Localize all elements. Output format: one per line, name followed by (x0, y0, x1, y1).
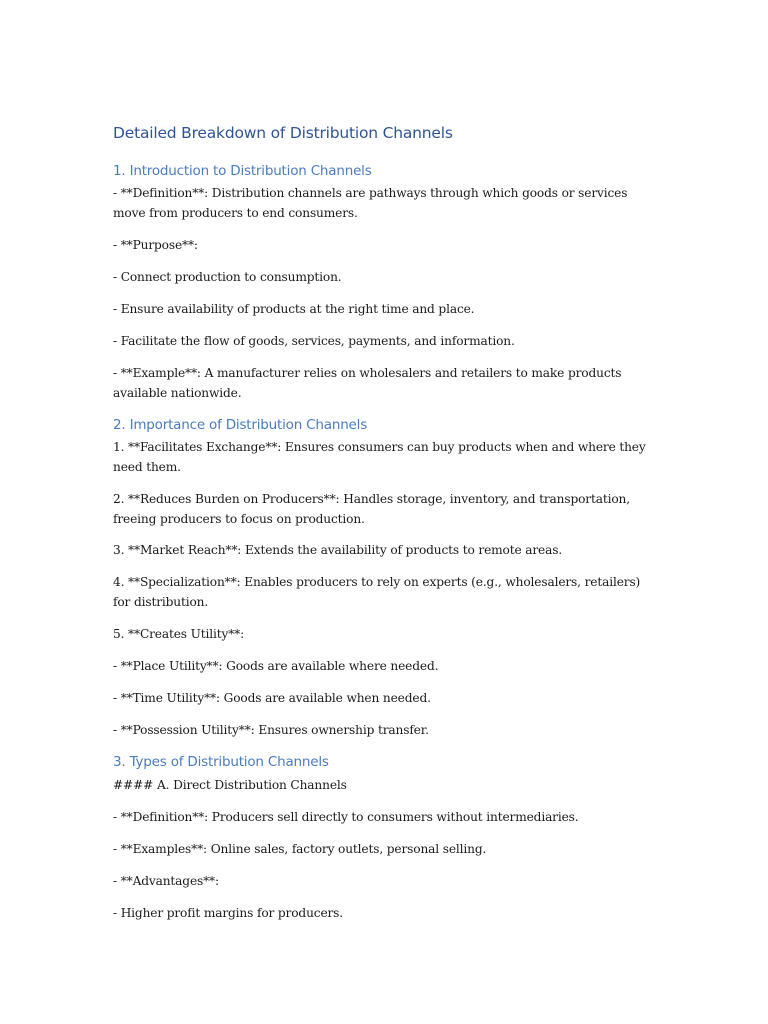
paragraph: - **Time Utility**: Goods are available when needed. (113, 691, 431, 705)
section-heading-introduction: 1. Introduction to Distribution Channels (113, 163, 372, 179)
paragraph: - Facilitate the flow of goods, services, payments, and information. (113, 334, 515, 348)
section-heading-importance: 2. Importance of Distribution Channels (113, 417, 368, 433)
section-heading-types: 3. Types of Distribution Channels (113, 754, 329, 770)
paragraph: - Ensure availability of products at the right time and place. (113, 302, 475, 316)
paragraph: #### A. Direct Distribution Channels (113, 778, 347, 792)
paragraph: - **Place Utility**: Goods are available where needed. (113, 659, 439, 673)
paragraph: 4. **Specialization**: Enables producers to rely on experts (e.g., wholesalers, retailers) for distribution. (113, 575, 641, 609)
document-title: Detailed Breakdown of Distribution Channels (113, 124, 453, 142)
paragraph: - Higher profit margins for producers. (113, 906, 344, 920)
paragraph: 1. **Facilitates Exchange**: Ensures consumers can buy products when and where they need them. (113, 440, 646, 474)
paragraph: - **Example**: A manufacturer relies on wholesalers and retailers to make products available nationwide. (113, 366, 622, 400)
paragraph: - **Purpose**: (113, 238, 198, 252)
paragraph: - **Possession Utility**: Ensures ownership transfer. (113, 723, 429, 737)
paragraph: 3. **Market Reach**: Extends the availability of products to remote areas. (113, 543, 563, 557)
paragraph: 2. **Reduces Burden on Producers**: Handles storage, inventory, and transportation, freeing producers to focus on production. (113, 492, 630, 526)
paragraph: - Connect production to consumption. (113, 270, 342, 284)
paragraph: - **Examples**: Online sales, factory outlets, personal selling. (113, 842, 487, 856)
paragraph: 5. **Creates Utility**: (113, 627, 245, 641)
paragraph: - **Definition**: Producers sell directly to consumers without intermediaries. (113, 810, 579, 824)
paragraph: - **Advantages**: (113, 874, 219, 888)
paragraph: - **Definition**: Distribution channels are pathways through which goods or services move from producers to end consumers. (113, 186, 628, 220)
